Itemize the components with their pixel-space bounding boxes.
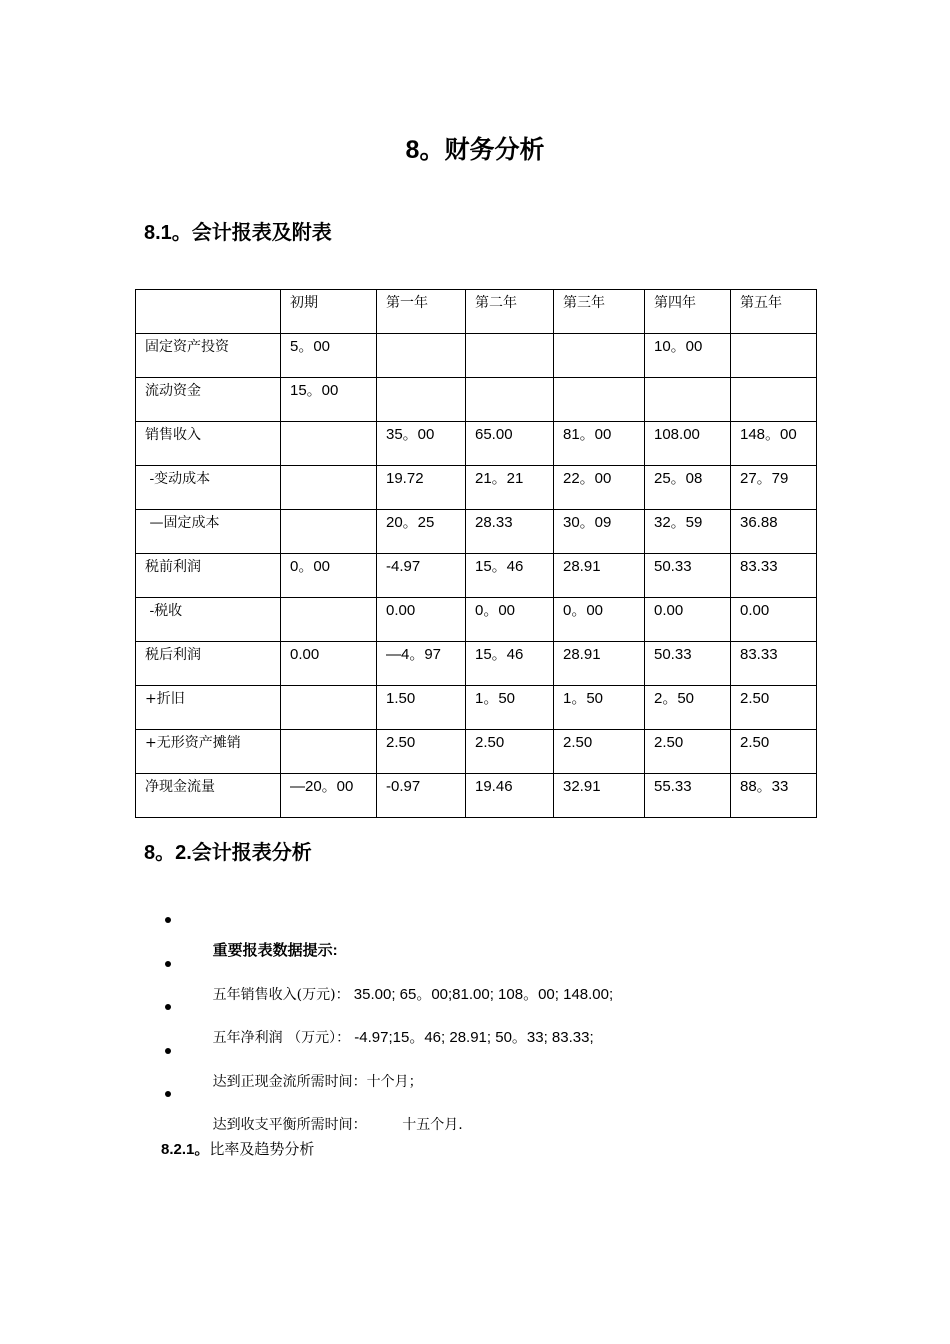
cell-text: 净现金流量 xyxy=(145,779,215,795)
table-cell xyxy=(731,554,817,598)
note-label: 达到正现金流所需时间：十个月； xyxy=(212,1073,423,1090)
cell-text xyxy=(654,378,730,382)
note-label: 重要报表数据提示: xyxy=(212,942,338,959)
cell-text: 88。33 xyxy=(740,778,789,795)
table-cell xyxy=(731,510,817,554)
table-cell xyxy=(281,730,377,774)
cell-text: 28.91 xyxy=(563,646,601,663)
cell-text xyxy=(740,378,816,382)
table-cell xyxy=(645,730,731,774)
cell-text xyxy=(386,378,465,382)
cell-text: 30。09 xyxy=(563,514,612,531)
cell-text: 税前利润 xyxy=(145,559,201,575)
table-cell xyxy=(554,422,645,466)
table-cell xyxy=(466,334,554,378)
cell-text: 2.50 xyxy=(563,734,593,751)
cell-text: 税后利润 xyxy=(145,647,201,663)
table-cell xyxy=(645,466,731,510)
list-item xyxy=(160,1080,613,1133)
cell-text: 81。00 xyxy=(563,426,612,443)
note-label: 五年销售收入(万元)： xyxy=(212,986,350,1003)
table-cell xyxy=(554,290,645,334)
cell-text: 第一年 xyxy=(386,295,428,311)
table-cell xyxy=(466,730,554,774)
cell-text: 21。21 xyxy=(475,470,524,487)
cell-text: 2。50 xyxy=(654,690,695,707)
cell-text: 10。00 xyxy=(654,338,703,355)
list-item xyxy=(160,993,613,1046)
cell-text: 1。50 xyxy=(475,690,516,707)
table-cell xyxy=(731,774,817,818)
page-title: 8。财务分析 xyxy=(405,136,545,164)
cell-text xyxy=(290,686,376,690)
table-cell xyxy=(377,598,466,642)
table-cell xyxy=(377,730,466,774)
table-cell xyxy=(377,554,466,598)
table-cell xyxy=(731,466,817,510)
cell-text: 2.50 xyxy=(740,734,770,751)
cell-text: 32.91 xyxy=(563,778,601,795)
table-cell xyxy=(645,642,731,686)
row-label-cell xyxy=(136,642,281,686)
table-cell xyxy=(554,642,645,686)
table-cell xyxy=(554,774,645,818)
note-value: 十五个月. xyxy=(366,1117,463,1133)
cell-text: 32。59 xyxy=(654,514,703,531)
table-row xyxy=(136,378,817,422)
table-cell xyxy=(645,598,731,642)
cell-text: 第二年 xyxy=(475,295,517,311)
table-cell xyxy=(281,642,377,686)
cell-text: 19.72 xyxy=(386,470,424,487)
table-cell xyxy=(281,422,377,466)
cell-text xyxy=(290,598,376,602)
cell-text: 83.33 xyxy=(740,558,778,575)
table-cell xyxy=(731,334,817,378)
cell-text: 0.00 xyxy=(386,602,416,619)
table-row xyxy=(136,510,817,554)
cell-text: +无形资产摊销 xyxy=(145,735,241,751)
cell-text xyxy=(475,334,553,338)
table-cell xyxy=(466,290,554,334)
bullet-icon xyxy=(165,1048,171,1054)
cell-text: -税收 xyxy=(145,603,183,619)
table-cell xyxy=(645,290,731,334)
row-label-cell xyxy=(136,554,281,598)
cell-text xyxy=(475,378,553,382)
table-cell xyxy=(645,774,731,818)
list-item xyxy=(160,950,614,1003)
table-cell xyxy=(281,554,377,598)
section-heading-8-1: 8.1。会计报表及附表 xyxy=(144,222,332,244)
cell-text: 0。00 xyxy=(563,602,604,619)
cell-text: 15。46 xyxy=(475,646,524,663)
subsection-text: 比率及趋势分析 xyxy=(209,1140,315,1158)
row-label-cell xyxy=(136,466,281,510)
cell-text: 28.33 xyxy=(475,514,513,531)
cell-text: 28.91 xyxy=(563,558,601,575)
table-cell xyxy=(466,686,554,730)
table-cell xyxy=(377,290,466,334)
cell-text: 27。79 xyxy=(740,470,789,487)
table-cell xyxy=(645,510,731,554)
cell-text: 初期 xyxy=(290,295,318,311)
cell-text: -0.97 xyxy=(386,778,421,795)
section-heading-8-2: 8。2.会计报表分析 xyxy=(144,842,312,864)
row-label-cell xyxy=(136,510,281,554)
table-cell xyxy=(466,598,554,642)
table-cell xyxy=(466,510,554,554)
note-label: 达到收支平衡所需时间： xyxy=(212,1117,367,1133)
table-cell xyxy=(554,598,645,642)
table-row xyxy=(136,730,817,774)
table-cell xyxy=(554,334,645,378)
table-cell xyxy=(281,466,377,510)
cell-text: 2.50 xyxy=(475,734,505,751)
table-cell xyxy=(645,334,731,378)
cell-text: 0。00 xyxy=(290,558,331,575)
table-cell xyxy=(281,774,377,818)
financial-statement-table xyxy=(135,289,817,818)
cell-text xyxy=(145,290,280,294)
cell-text: 20。25 xyxy=(386,514,435,531)
cell-text: 0。00 xyxy=(475,602,516,619)
table-cell xyxy=(731,290,817,334)
table-cell xyxy=(466,554,554,598)
table-cell xyxy=(466,422,554,466)
table-row xyxy=(136,774,817,818)
cell-text xyxy=(290,510,376,514)
cell-text: 15。00 xyxy=(290,382,339,399)
row-label-cell xyxy=(136,774,281,818)
cell-text: —20。00 xyxy=(290,778,354,795)
table-row xyxy=(136,598,817,642)
row-label-cell xyxy=(136,334,281,378)
note-value: 35.00; 65。00;81.00; 108。00; 148.00; xyxy=(349,985,614,1003)
cell-text: 2.50 xyxy=(386,734,416,751)
row-label-cell xyxy=(136,378,281,422)
cell-text: 15。46 xyxy=(475,558,524,575)
cell-text: 55.33 xyxy=(654,778,692,795)
cell-text: 50.33 xyxy=(654,646,692,663)
table-cell xyxy=(377,642,466,686)
table-cell xyxy=(554,554,645,598)
list-item xyxy=(160,906,613,959)
table-cell xyxy=(466,466,554,510)
table-cell xyxy=(731,378,817,422)
table-cell xyxy=(377,686,466,730)
cell-text: 50.33 xyxy=(654,558,692,575)
table-row xyxy=(136,466,817,510)
table-cell xyxy=(377,378,466,422)
table-cell xyxy=(554,510,645,554)
cell-text: 固定资产投资 xyxy=(145,339,229,355)
cell-text xyxy=(563,334,644,338)
cell-text: 35。00 xyxy=(386,426,435,443)
table-cell xyxy=(645,378,731,422)
table-row xyxy=(136,554,817,598)
subsection-heading-8-2-1 xyxy=(161,1138,314,1161)
cell-text: —4。97 xyxy=(386,646,442,663)
cell-text: 5。00 xyxy=(290,338,331,355)
cell-text: 2.50 xyxy=(740,690,770,707)
list-item xyxy=(160,1037,613,1090)
cell-text xyxy=(290,422,376,426)
table-row xyxy=(136,642,817,686)
cell-text: 1。50 xyxy=(563,690,604,707)
cell-text xyxy=(386,334,465,338)
table-cell xyxy=(281,510,377,554)
table-cell xyxy=(645,554,731,598)
cell-text: 65.00 xyxy=(475,426,513,443)
table-cell xyxy=(377,510,466,554)
table-cell xyxy=(466,774,554,818)
table-cell xyxy=(731,422,817,466)
cell-text: 83.33 xyxy=(740,646,778,663)
table-cell xyxy=(377,422,466,466)
bullet-icon xyxy=(165,1091,171,1097)
table-cell xyxy=(281,334,377,378)
cell-text xyxy=(290,466,376,470)
cell-text: 第四年 xyxy=(654,295,696,311)
table-cell xyxy=(554,686,645,730)
table-cell xyxy=(377,774,466,818)
table-row xyxy=(136,686,817,730)
bullet-icon xyxy=(165,961,171,967)
subsection-number: 8.2.1。 xyxy=(161,1141,210,1158)
table-cell xyxy=(377,466,466,510)
table-cell xyxy=(554,378,645,422)
key-data-list xyxy=(160,906,614,1133)
table-header-row xyxy=(136,290,817,334)
table-cell xyxy=(645,686,731,730)
cell-text: 0.00 xyxy=(290,646,320,663)
table-cell xyxy=(466,378,554,422)
row-label-cell xyxy=(136,422,281,466)
row-label-cell xyxy=(136,686,281,730)
table-cell xyxy=(731,686,817,730)
cell-text: -变动成本 xyxy=(145,471,211,487)
cell-text: 0.00 xyxy=(654,602,684,619)
cell-text: 销售收入 xyxy=(145,427,201,443)
note-value: -4.97;15。46; 28.91; 50。33; 83.33; xyxy=(350,1029,594,1046)
table-row xyxy=(136,422,817,466)
cell-text: 108.00 xyxy=(654,426,700,443)
cell-text: 流动资金 xyxy=(145,383,201,399)
cell-text: 2.50 xyxy=(654,734,684,751)
cell-text: 1.50 xyxy=(386,690,416,707)
cell-text: 第三年 xyxy=(563,295,605,311)
table-cell xyxy=(731,598,817,642)
row-label-cell xyxy=(136,730,281,774)
cell-text xyxy=(740,334,816,338)
note-label: 五年净利润 （万元）： xyxy=(212,1030,351,1046)
cell-text: 25。08 xyxy=(654,470,703,487)
cell-text: +折旧 xyxy=(145,691,185,707)
table-cell xyxy=(281,598,377,642)
bullet-icon xyxy=(165,1004,171,1010)
cell-text: 148。00 xyxy=(740,426,797,443)
row-label-cell xyxy=(136,598,281,642)
table-cell xyxy=(554,466,645,510)
table-cell xyxy=(281,378,377,422)
table-cell xyxy=(554,730,645,774)
table-cell xyxy=(281,290,377,334)
cell-text: 36.88 xyxy=(740,514,778,531)
cell-text xyxy=(563,378,644,382)
table-cell xyxy=(281,686,377,730)
cell-text: 22。00 xyxy=(563,470,612,487)
cell-text: 0.00 xyxy=(740,602,770,619)
table-row xyxy=(136,334,817,378)
cell-text: 19.46 xyxy=(475,778,513,795)
table-cell xyxy=(466,642,554,686)
bullet-icon xyxy=(165,917,171,923)
table-cell xyxy=(731,642,817,686)
row-label-cell xyxy=(136,290,281,334)
cell-text xyxy=(290,730,376,734)
cell-text: 第五年 xyxy=(740,295,782,311)
table-cell xyxy=(377,334,466,378)
cell-text: -4.97 xyxy=(386,558,421,575)
cell-text: —固定成本 xyxy=(145,515,220,531)
table-cell xyxy=(645,422,731,466)
table-cell xyxy=(731,730,817,774)
